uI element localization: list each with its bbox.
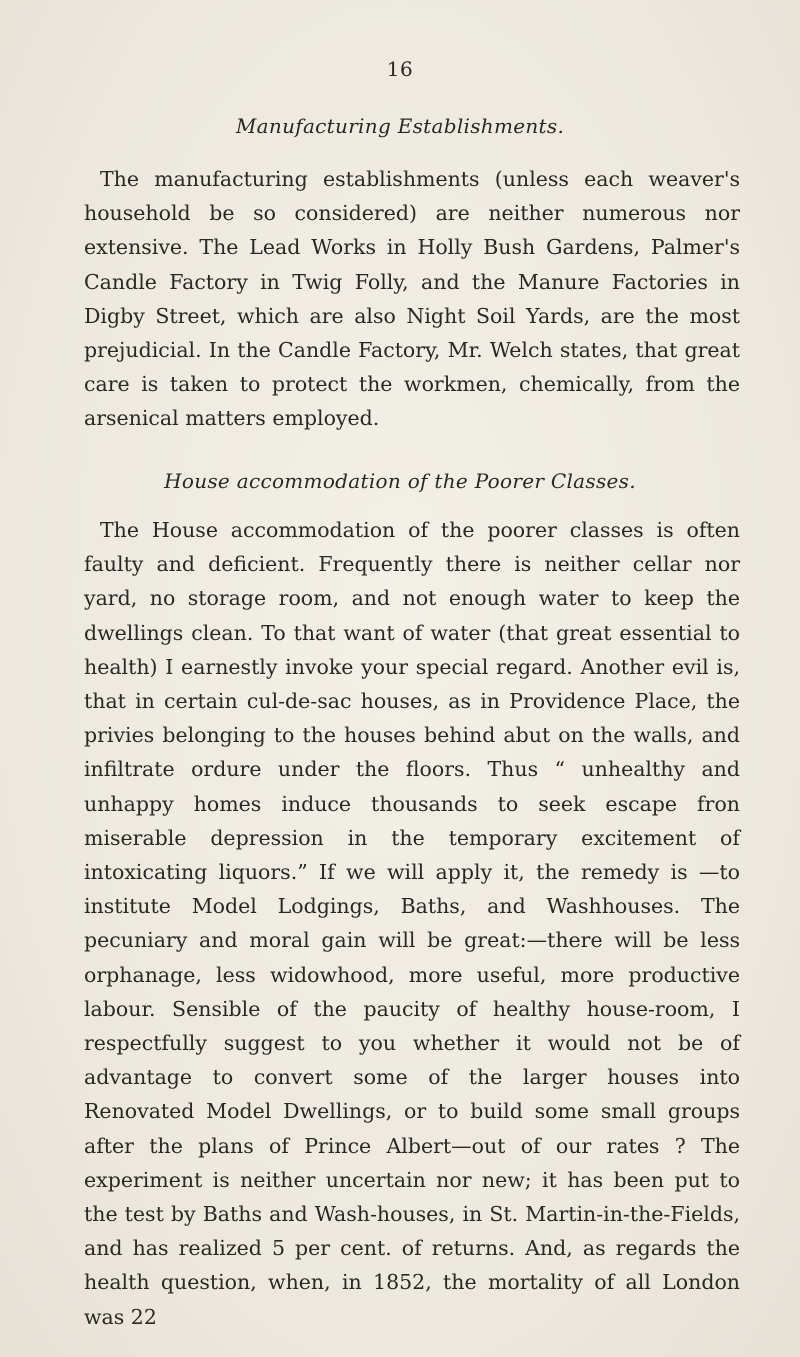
paragraph-house-accommodation: The House accommodation of the poorer classes is often faulty and deficient. Frequently there is neither cellar nor yard, no storage room, and not enough water to keep the dwellings clean. To that want of water (that great essential to health) I earnestly invoke your special regard. Another evil is, that in certain cul-de-sac houses, as in Providence Place, the privies belonging to the houses behind abut on the walls, and infiltrate ordure under the floors. Thus “ unhealthy and unhappy homes induce thousands to seek escape fron miserable depression in the temporary excitement of intoxicating liquors.” If we will apply it, the remedy is —to institute Model Lodgings, Baths, and Washhouses. The pecuniary and moral gain will be great:—there will be less orphanage, less widowhood, more useful, more productive labour. Sensible of the paucity of healthy house-room, I respectfully suggest to you whether it would not be of advantage to convert some of the larger houses into Renovated Model Dwellings, or to build some small groups after the plans of Prince Albert—out of our rates ? The experiment is neither uncertain nor new; it has been put to the test by Baths and Wash-houses, in St. Martin-in-the-Fields, and has realized 5 per cent. of returns. And, as regards the health question, when, in 1852, the mortality of all London was 22 xyxy=(84,518,740,1329)
paragraph-manufacturing: The manufacturing establishments (unless each weaver's household be so considered) are neither numerous nor extensive. The Lead Works in Holly Bush Gardens, Palmer's Candle Factory in Twig Folly, and the Manure Factories in Digby Street, which are also Night Soil Yards, are the most prejudicial. In the Candle Factory, Mr. Welch states, that great care is taken to protect the workmen, chemically, from the arsenical matters employed. xyxy=(84,167,740,431)
section-heading-manufacturing: Manufacturing Establishments. xyxy=(235,114,565,138)
page-number: 16 xyxy=(386,57,414,81)
section-heading-house-accommodation: House accommodation of the Poorer Classes. xyxy=(164,469,636,493)
